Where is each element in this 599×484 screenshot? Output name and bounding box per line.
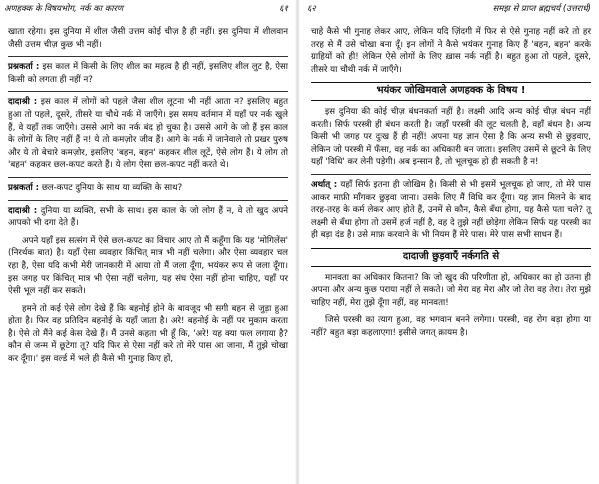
paragraph-text: जिसे परस्त्री का त्याग हुआ, वह भगवान बनने लगेगा। परस्त्री, वह रोग बड़ा होगा या नहीं? बहुत बड़ा कहलाएगा! इसीसे जगत् क़ायम है। [311,315,591,338]
divider [8,91,288,92]
paragraph-text: हमने तो कई ऐसे लोग देखे हैं कि बहनोई होने के बावजूद भी सगी बहन से जुड़ा हुआ होता है। फिर वह प्रतिदिन बहनोई के यहाँ जाता है। अरे! बहनोई के नहीं पर मुकाम करता है। ऐसे तो मैंने कई केस देखे हैं। मैं उनसे कहता भी हूँ कि, 'अरे! यह क्या फल लगाया है? कौन से जन्म में छूटेगा तू? यदि फिर से ऐसा नहीं करे तो मेरे पास आ जाना, मैं तुझे चोखा कर दूँगा।' इस वर्ल्ड में भले ही कैसे भी गुनाह किए हों, [8,303,288,365]
paragraph [8,205,288,230]
left-page-number: ६१ [279,4,288,14]
right-page-number: ६२ [307,4,316,14]
paragraph-text: छल-कपट दुनिया के साथ या व्यक्ति के साथ? [41,182,183,193]
right-header-title: समझ से प्राप्त ब्रह्मचर्य (उत्तरार्ध) [492,4,591,14]
left-page-body [8,26,288,371]
left-page-header [4,3,288,17]
paragraph [311,106,591,169]
divider [8,200,288,201]
paragraph-text: मानवता का अधिकार कितना? कि जो खुद की परिणीता हो, अधिकार का हो उतना ही अपना और अन्य कुछ पराया नहीं ले सकते। जो मेरा वह मेरा और जो तेरा वह तेरा। तेरा मुझे चाहिए नहीं, मेरा तुझे दूँगा नहीं, वह मानवता! [311,272,591,308]
paragraph-text: यहाँ सिर्फ इतना ही जोखिम है। किसी से भी इसमें भूलचूक हो जाए, तो मेरे पास आकर माफ़ी माँगकर छुड़वा जाना। उसके लिए मैं विधि कर दूँगा। यह ज्ञान मिलने के बाद तरह-तरह के कर्म लेकर आए होते हैं, उनमें से कौन, कैसे बँधा होगा, यह कैसे पता चले? तू लक्ष्मी से बँधा होगा तो उसमें हर्ज नहीं है, वह दे तुझे नहीं छोड़ेगा लेकिन सिर्फ यह परस्त्री का ही बड़ा दंड है। उसे माफ़ करवाने के भी नियम हैं मेरे पास। मेरे पास सभी साधन हैं। [311,179,591,241]
paragraph [8,235,288,298]
paragraph [8,182,288,195]
right-page-body [311,26,591,344]
paragraph-text: दुनिया या व्यक्ति, सभी के साथ। इस काल के जो लोग हैं न, वे तो खुद अपने आपको भी दगा देते हैं। [8,205,288,229]
paragraph [8,96,288,172]
section-heading: दादाजी छुड़वाएँ नर्कगति से [311,248,591,267]
speaker-label: प्रश्नकर्ता : [8,182,40,193]
section-heading: भयंकर जोखिमवाले अणहक्क के विषय ! [311,82,591,101]
paragraph [311,179,591,242]
paragraph [311,314,591,339]
paragraph-text: इस काल में किसी के लिए शील का महत्व है ही नहीं, इसलिए शील लुट है, ऐसा किसी को लगता ही नहीं न? [8,62,288,85]
speaker-label: दादाश्री : [8,205,38,216]
paragraph-text: चाहे कैसे भी गुनाह लेकर आए, लेकिन यदि ज़िंदगी में फिर से ऐसे गुनाह नहीं करे तो हर तरह से मैं उसे चोखा बना दूँ। इन लोगों ने कैसे भयंकर गुनाह किए हैं 'बहन, बहन' करके ग्राहियों को ही! लेकिन ऐसे लोगों के लिए ख़ास नर्क नहीं है। बहुत हुआ तो पहले, दूसरे, तीसरे या चौथी नर्क में जाएँगे। [311,27,591,75]
paragraph [311,272,591,310]
divider [8,56,288,57]
speaker-label: प्रश्नकर्ता : [8,62,40,73]
right-page-header [307,3,591,17]
paragraph [8,26,288,51]
paragraph-text: इस काल में लोगों को पहले जैसा शील लूटना भी नहीं आता न? इसलिए बहुत हुआ तो पहले, दूसरे, तीसरे या चौथे नर्क में जाएँगे। इस समय वर्तमान में यहाँ पर नर्क खुले हैं, वे यहाँ तक जाएँगे। उससे आगे का नर्क बंद हो चुका है। उससे आगे के जो हैं इस काल के लोगों के लिए नहीं हैं न! ये तो कमज़ोर जीव हैं। आगे के नर्क में जानेवाले तो प्रखर पुरुष और ये तो बेचारे कमज़ोर, इसलिए 'बहन, बहन' कहकर शील लूटें, ऐसे लोग हैं। ये लोग तो 'बहन' कहकर छल-कपट करते हैं। ये लोग ऐसा छल-कपट नहीं करते थे। [8,97,288,171]
paragraph-text: अपने यहाँ इस सत्संग में ऐसे छल-कपट का विचार आए तो मैं कहूँगा कि यह 'मोगिलेंस' (निरर्थक बात) है। यहाँ ऐसा व्यवहार किंचित् मात्र भी नहीं चलेगा। और ऐसा व्यवहार चल रहा है, ऐसा यदि कभी मेरी जानकारी में आया तो मैं जला दूँगा, भयंकर रूप से जला दूँगा। इस जगह पर किंचित् मात्र भी ऐसा नहीं चलेगा, यह संघ ऐसा नहीं होना चाहिए, यहाँ पर ऐसी भूल नहीं कर सकते। [8,235,288,297]
left-page [0,0,292,484]
paragraph [311,26,591,76]
speaker-label: अर्थात् : [311,179,338,190]
right-page [303,0,595,484]
paragraph [8,303,288,366]
paragraph-text: खाता रहेगा। इस दुनिया में शील जैसी उत्तम कोई चीज़ है ही नहीं। इस दुनिया में शीलवान जैसी उत्तम चीज़ कुछ भी नहीं। [8,27,288,50]
paragraph [8,61,288,86]
divider [311,174,591,175]
speaker-label: दादाश्री : [8,97,38,108]
book-gutter [295,0,300,484]
left-header-title: अणहक्क के विषयभोग, नर्क का कारण [4,4,124,14]
paragraph-text: इस दुनिया की कोई चीज़ बंधनकर्ता नहीं है। लक्ष्मी आदि अन्य कोई चीज़ बंधन नहीं करती। सिर्फ परस्त्री ही बंधन करती है। जहाँ परस्त्री की लूट चलती है, वहाँ बंधन है। अन्य किसी भी जगह पर दुःख हैं ही नहीं! अपना यह ज्ञान ऐसा है कि अन्य सभी से छुड़वाए, लेकिन जो परस्त्री में फँसा, वह नर्क का अधिकारी बन जाता। इसलिए उसमें से छूटने के लिए यहाँ 'विधि' कर लेनी पड़ेगी। अब इन्सान है, तो भूलचूक हो ही सकती है न! [311,106,591,168]
divider [8,177,288,178]
